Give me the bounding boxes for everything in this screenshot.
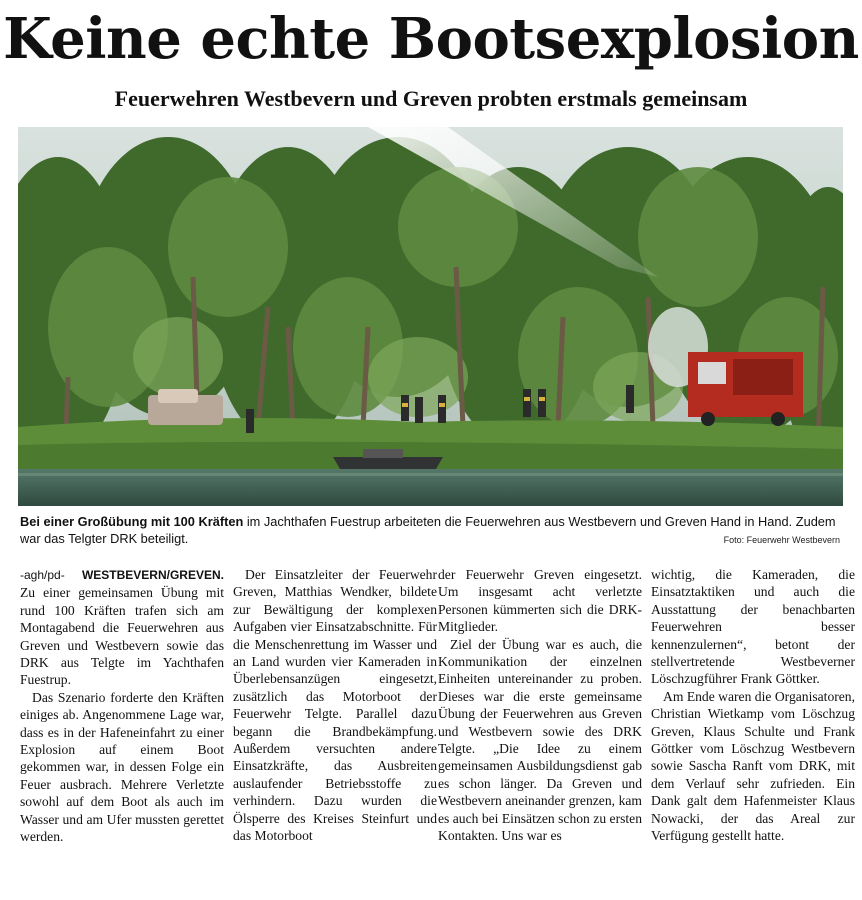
paragraph-text: Zu einer gemeinsamen Übung mit rund 100 Kräften trafen sich am Montagabend die Feuerwehren aus Greven und Westbevern sowie das DRK aus Telgte im Yachthafen Fuestrup. xyxy=(20,585,224,688)
paragraph xyxy=(20,566,224,689)
caption-text: im Jachthafen Fuestrup arbeiteten die Feuerwehren aus Westbevern und Greven Hand in Hand. Zudem war das Telgter DRK beteiligt. xyxy=(20,514,836,546)
subheadline: Feuerwehren Westbevern und Greven probten erstmals gemeinsam xyxy=(114,86,748,111)
paragraph: Das Szenario forderte den Kräften einiges ab. Angenommene Lage war, dass es in der Hafeneinfahrt zu einer Explosion auf einem Boot gekommen war, in dessen Folge ein Feuer ausbrach. Mehrere Verletzte sowohl auf dem Boot als auch im Wasser und am Ufer mussten gerettet werden. xyxy=(20,689,224,845)
paragraph: Der Einsatzleiter der Feuerwehr Greven, Matthias Wendker, bildete zur Bewältigung der komplexen Aufgaben vier Einsatzabschnitte. Für die Menschenrettung im Wasser und an Land wurden vier Kameraden in Überlebensanzügen eingesetzt, zusätzlich das Motorboot der Feuerwehr Telgte. Parallel dazu begann die Brandbekämpfung. Außerdem versuchten andere Einsatzkräfte, das Ausbreiten auslaufender Betriebsstoffe zu verhindern. Dazu wurden die Ölsperre des Kreises Steinfurt und das Motorboot xyxy=(233,567,437,844)
dateline: WESTBEVERN/GREVEN. xyxy=(81,568,224,582)
article-column-4 xyxy=(651,566,855,900)
article-column-2 xyxy=(233,566,437,900)
article-column-3 xyxy=(438,566,642,900)
paragraph: Ziel der Übung war es auch, die Kommunikation der einzelnen Einheiten untereinander zu proben. Dieses war die erste gemeinsame Übung der Feuerwehren aus Greven und Westbevern sowie des DRK Telgte. „Die Idee zu einem gemeinsamen Ausbildungsdienst gab es schon länger. Da Greven und Westbevern aneinander grenzen, kam es auch bei Einsätzen schon zu ersten Kontakten. Uns war es xyxy=(438,636,642,844)
agency-tag: -agh/pd- xyxy=(20,568,65,582)
paragraph: Am Ende waren die Organisatoren, Christian Wietkamp vom Löschzug Greven, Klaus Schulte und Frank Göttker vom Löschzug Westbevern sowie Sascha Ranft vom DRK, mit dem Verlauf sehr zufrieden. Ein Dank galt dem Hafenmeister Klaus Nowacki, der das Areal zur Verfügung gestellt hatte. xyxy=(651,688,855,844)
photo-caption xyxy=(20,513,842,547)
photo-credit: Foto: Feuerwehr Westbevern xyxy=(723,535,840,545)
paragraph: wichtig, die Kameraden, die Einsatztaktiken und auch die Ausstattung der benachbarten Feuerwehren besser kennenzulernen“, betont der stellvertretende Westbeverner Löschzugführer Frank Göttker. xyxy=(651,567,855,687)
paragraph: der Feuerwehr Greven eingesetzt. Um insgesamt acht verletzte Personen kümmerten sich die DRK-Mitglieder. xyxy=(438,567,642,635)
article-photo xyxy=(18,127,843,506)
article-column-1 xyxy=(20,566,224,900)
headline: Keine echte Bootsexplosion xyxy=(3,6,859,72)
caption-lead: Bei einer Großübung mit 100 Kräften xyxy=(20,514,244,529)
